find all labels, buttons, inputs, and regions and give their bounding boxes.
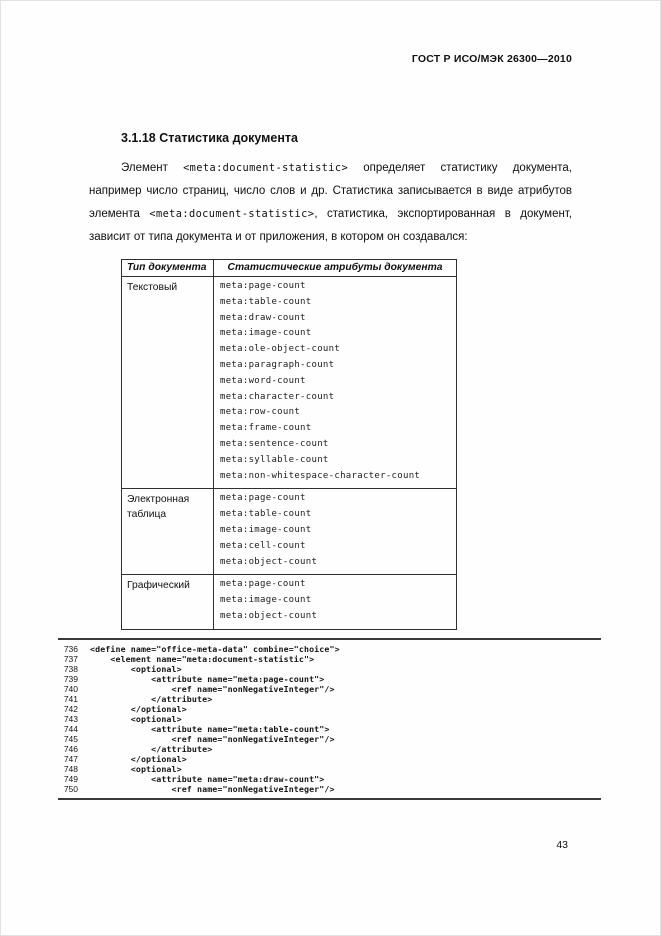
document-statistics-table xyxy=(121,259,457,630)
code-line xyxy=(58,644,601,654)
code-line-text: <optional> xyxy=(90,663,182,674)
code-line-text: <define name="office-meta-data" combine="choice"> xyxy=(90,643,340,654)
attribute-item: meta:object-count xyxy=(220,610,318,621)
attribute-item: meta:non-whitespace-character-count xyxy=(220,470,421,481)
code-line-number: 739 xyxy=(63,673,78,684)
code-line-text: <ref name="nonNegativeInteger"/> xyxy=(90,733,335,744)
code-line xyxy=(58,724,601,734)
table-header-doc-type: Тип документа xyxy=(122,260,214,277)
attribute-item: meta:image-count xyxy=(220,595,312,606)
attribute-item: meta:table-count xyxy=(220,509,312,520)
code-line-text: <attribute name="meta:page-count"> xyxy=(90,673,325,684)
attribute-item: meta:page-count xyxy=(220,493,306,504)
code-line-text: </optional> xyxy=(90,753,187,764)
attributes-cell xyxy=(214,277,457,489)
table-row-graphic-document xyxy=(122,575,457,629)
attribute-item: meta:object-count xyxy=(220,556,318,567)
code-line-number: 747 xyxy=(63,753,78,764)
code-line-text: <optional> xyxy=(90,763,182,774)
paragraph-text-3: , статистика, экспортированная в документ, зависит от типа документа и от приложения, в котором он создавался: xyxy=(89,208,572,243)
attribute-item: meta:draw-count xyxy=(220,312,306,323)
attribute-item: meta:image-count xyxy=(220,328,312,339)
paragraph-text-1: Элемент xyxy=(121,162,184,174)
code-line-number: 746 xyxy=(63,743,78,754)
code-line-number: 749 xyxy=(63,773,78,784)
code-line xyxy=(58,674,601,684)
code-line-number: 748 xyxy=(63,763,78,774)
code-line xyxy=(58,744,601,754)
element-name-inline-code-1: <meta:document-statistic> xyxy=(183,162,349,174)
attributes-cell xyxy=(214,489,457,575)
code-line xyxy=(58,764,601,774)
code-line-number: 742 xyxy=(63,703,78,714)
code-line-text: <optional> xyxy=(90,713,182,724)
code-line xyxy=(58,704,601,714)
code-line-number: 738 xyxy=(63,663,78,674)
code-line-number: 741 xyxy=(63,693,78,704)
table-row-text-document xyxy=(122,277,457,489)
attribute-item: meta:image-count xyxy=(220,524,312,535)
attribute-item: meta:paragraph-count xyxy=(220,359,335,370)
attribute-item: meta:row-count xyxy=(220,407,301,418)
code-line xyxy=(58,774,601,784)
code-line-text: </attribute> xyxy=(90,743,213,754)
code-line xyxy=(58,694,601,704)
code-line xyxy=(58,684,601,694)
code-line xyxy=(58,714,601,724)
attribute-item: meta:sentence-count xyxy=(220,438,329,449)
doc-type-cell: Текстовый xyxy=(122,277,214,489)
code-line-text: </attribute> xyxy=(90,693,213,704)
attribute-item: meta:frame-count xyxy=(220,423,312,434)
attribute-item: meta:page-count xyxy=(220,281,306,291)
table-header-attributes: Статистические атрибуты документа xyxy=(214,260,457,277)
code-line-text: <element name="meta:document-statistic"> xyxy=(90,653,315,664)
section-heading: 3.1.18 Статистика документа xyxy=(121,131,299,145)
code-line-number: 737 xyxy=(63,653,78,664)
table-row-spreadsheet-document xyxy=(122,489,457,575)
attribute-item: meta:cell-count xyxy=(220,540,306,551)
doc-type-cell: Графический xyxy=(122,575,214,629)
relaxng-schema-listing xyxy=(58,638,601,800)
code-line-text: <ref name="nonNegativeInteger"/> xyxy=(90,783,335,794)
code-line xyxy=(58,754,601,764)
code-line-text: <attribute name="meta:draw-count"> xyxy=(90,773,325,784)
attributes-cell xyxy=(214,575,457,629)
code-line xyxy=(58,734,601,744)
page-number: 43 xyxy=(556,839,568,851)
paragraph-text-2: определяет статистику документа, например число страниц, число слов и др. Статистика записывается в виде атрибутов элемента xyxy=(89,162,572,220)
code-line-number: 740 xyxy=(63,683,78,694)
attribute-item: meta:table-count xyxy=(220,296,312,307)
code-line-number: 743 xyxy=(63,713,78,724)
doc-header-code: ГОСТ Р ИСО/МЭК 26300—2010 xyxy=(411,53,572,65)
code-line xyxy=(58,784,601,794)
attribute-item: meta:word-count xyxy=(220,375,306,386)
code-line-text: <attribute name="meta:table-count"> xyxy=(90,723,330,734)
code-line xyxy=(58,654,601,664)
code-line-text: </optional> xyxy=(90,703,187,714)
code-line-number: 744 xyxy=(63,723,78,734)
attribute-item: meta:character-count xyxy=(220,391,335,402)
code-line-number: 750 xyxy=(63,783,78,794)
table-header-row xyxy=(122,260,457,277)
attribute-item: meta:ole-object-count xyxy=(220,344,341,355)
page-content xyxy=(63,131,572,800)
code-line xyxy=(58,664,601,674)
element-name-inline-code-2: <meta:document-statistic> xyxy=(149,208,315,220)
attribute-item: meta:syllable-count xyxy=(220,454,329,465)
intro-paragraph xyxy=(89,157,572,249)
doc-type-cell: Электронная таблица xyxy=(122,489,214,575)
code-line-text: <ref name="nonNegativeInteger"/> xyxy=(90,683,335,694)
code-line-number: 736 xyxy=(63,643,78,654)
attribute-item: meta:page-count xyxy=(220,579,306,590)
code-line-number: 745 xyxy=(63,733,78,744)
